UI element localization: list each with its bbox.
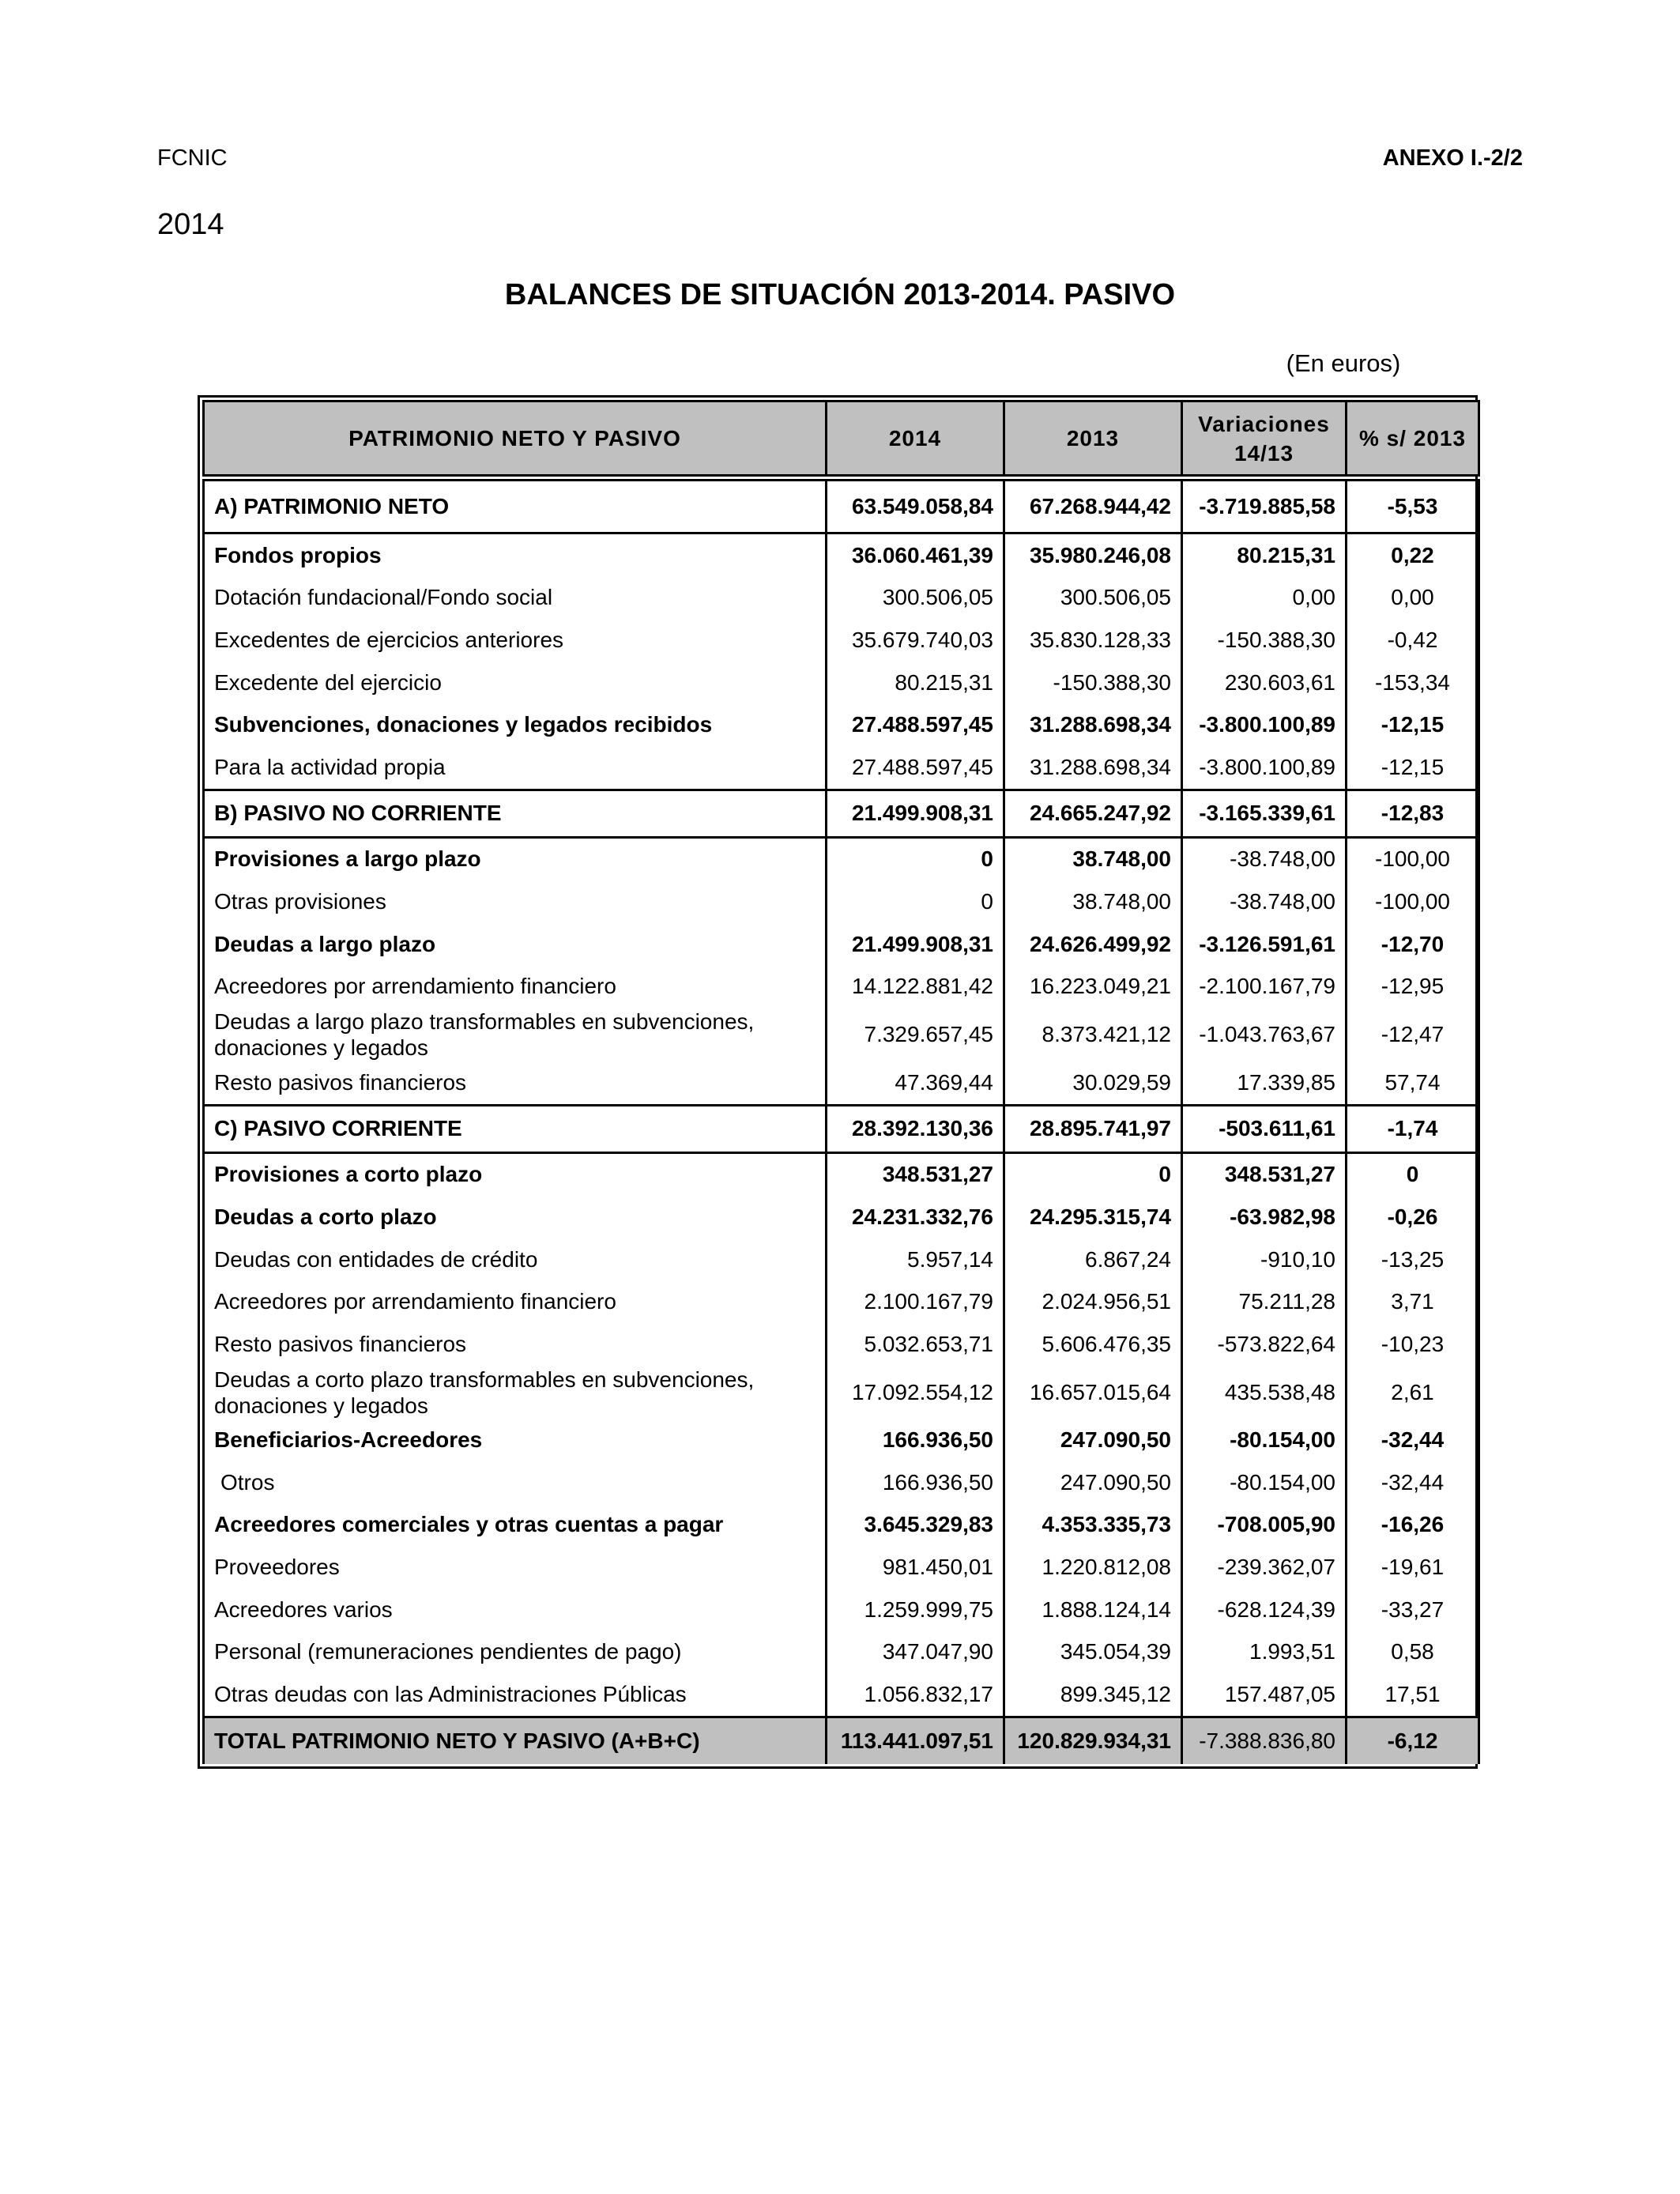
cell-2014: 348.531,27 <box>827 1152 1004 1196</box>
table-row <box>204 1061 1479 1105</box>
cell-percent: -12,83 <box>1347 790 1479 837</box>
cell-variation: -239.362,07 <box>1182 1546 1347 1589</box>
cell-2013: 0 <box>1004 1152 1182 1196</box>
cell-2014: 80.215,31 <box>827 662 1004 704</box>
cell-variation: -3.800.100,89 <box>1182 703 1347 746</box>
unit-label: (En euros) <box>1286 349 1401 377</box>
cell-percent: -13,25 <box>1347 1238 1479 1281</box>
page-title: BALANCES DE SITUACIÓN 2013-2014. PASIVO <box>504 278 1176 311</box>
cell-variation: 230.603,61 <box>1182 662 1347 704</box>
row-label-line2: donaciones y legados <box>214 1393 428 1418</box>
row-label: Beneficiarios-Acreedores <box>204 1419 827 1462</box>
table-row <box>204 1630 1479 1673</box>
cell-2013: 5.606.476,35 <box>1004 1323 1182 1366</box>
cell-variation: -628.124,39 <box>1182 1589 1347 1631</box>
row-label: Deudas a largo plazo <box>204 923 827 966</box>
cell-percent: 0,00 <box>1347 577 1479 620</box>
col-header-variation-text: Variaciones 14/13 <box>1198 411 1330 466</box>
row-label: C) PASIVO CORRIENTE <box>204 1105 827 1152</box>
cell-variation: -910,10 <box>1182 1238 1347 1281</box>
cell-2014: 35.679.740,03 <box>827 619 1004 662</box>
table-row <box>204 837 1479 880</box>
cell-2014: 2.100.167,79 <box>827 1280 1004 1323</box>
cell-percent: -5,53 <box>1347 481 1479 533</box>
cell-variation: -3.800.100,89 <box>1182 746 1347 790</box>
cell-percent: -0,42 <box>1347 619 1479 662</box>
cell-variation: -503.611,61 <box>1182 1105 1347 1152</box>
cell-percent: 0,58 <box>1347 1630 1479 1673</box>
table-row <box>204 746 1479 790</box>
cell-percent: -33,27 <box>1347 1589 1479 1631</box>
cell-percent: -12,15 <box>1347 703 1479 746</box>
cell-2013: 35.980.246,08 <box>1004 533 1182 577</box>
row-label: B) PASIVO NO CORRIENTE <box>204 790 827 837</box>
row-label: A) PATRIMONIO NETO <box>204 481 827 533</box>
org-name: FCNIC <box>157 145 228 171</box>
col-header-2013: 2013 <box>1004 401 1182 476</box>
cell-2013: 1.220.812,08 <box>1004 1546 1182 1589</box>
cell-2014: 17.092.554,12 <box>827 1366 1004 1419</box>
table-row <box>204 923 1479 966</box>
col-header-concept: PATRIMONIO NETO Y PASIVO <box>204 401 827 476</box>
row-label: Acreedores comerciales y otras cuentas a pagar <box>204 1504 827 1547</box>
row-label: Deudas con entidades de crédito <box>204 1238 827 1281</box>
cell-percent: -32,44 <box>1347 1419 1479 1462</box>
cell-percent: 2,61 <box>1347 1366 1479 1419</box>
cell-2014: 0 <box>827 837 1004 880</box>
table-total-row <box>204 1717 1479 1764</box>
cell-2014: 1.259.999,75 <box>827 1589 1004 1631</box>
cell-2014: 47.369,44 <box>827 1061 1004 1105</box>
balance-table-frame <box>198 395 1478 1769</box>
cell-2014: 166.936,50 <box>827 1461 1004 1504</box>
cell-2013: 247.090,50 <box>1004 1419 1182 1462</box>
table-header-row <box>204 401 1479 476</box>
cell-2014: 27.488.597,45 <box>827 703 1004 746</box>
row-label: Provisiones a corto plazo <box>204 1152 827 1196</box>
cell-2014: 21.499.908,31 <box>827 923 1004 966</box>
cell-2013: 67.268.944,42 <box>1004 481 1182 533</box>
cell-variation: 17.339,85 <box>1182 1061 1347 1105</box>
cell-2014: 21.499.908,31 <box>827 790 1004 837</box>
total-label: TOTAL PATRIMONIO NETO Y PASIVO (A+B+C) <box>204 1717 827 1764</box>
cell-variation: -80.154,00 <box>1182 1419 1347 1462</box>
cell-variation: -80.154,00 <box>1182 1461 1347 1504</box>
cell-percent: -153,34 <box>1347 662 1479 704</box>
table-row <box>204 533 1479 577</box>
cell-2014: 63.549.058,84 <box>827 481 1004 533</box>
cell-2013: 16.223.049,21 <box>1004 965 1182 1008</box>
row-label: Otros <box>204 1461 827 1504</box>
row-label: Resto pasivos financieros <box>204 1323 827 1366</box>
cell-percent: -10,23 <box>1347 1323 1479 1366</box>
table-row <box>204 1238 1479 1281</box>
cell-variation: -2.100.167,79 <box>1182 965 1347 1008</box>
table-row <box>204 1008 1479 1061</box>
table-row <box>204 1323 1479 1366</box>
cell-2013: 38.748,00 <box>1004 880 1182 923</box>
cell-2014: 3.645.329,83 <box>827 1504 1004 1547</box>
table-row <box>204 880 1479 923</box>
table-row <box>204 965 1479 1008</box>
balance-table <box>202 400 1480 1764</box>
col-header-variation <box>1182 401 1347 476</box>
cell-variation: 0,00 <box>1182 577 1347 620</box>
cell-2014: 24.231.332,76 <box>827 1196 1004 1238</box>
cell-2013: 24.665.247,92 <box>1004 790 1182 837</box>
table-row <box>204 1366 1479 1419</box>
cell-2014: 7.329.657,45 <box>827 1008 1004 1061</box>
report-year: 2014 <box>157 208 224 241</box>
cell-variation: 435.538,48 <box>1182 1366 1347 1419</box>
cell-percent: -100,00 <box>1347 837 1479 880</box>
row-label: Excedente del ejercicio <box>204 662 827 704</box>
cell-2014: 36.060.461,39 <box>827 533 1004 577</box>
cell-2013: 24.626.499,92 <box>1004 923 1182 966</box>
cell-variation: -38.748,00 <box>1182 837 1347 880</box>
table-row <box>204 1504 1479 1547</box>
cell-percent: 17,51 <box>1347 1673 1479 1717</box>
cell-2013: 38.748,00 <box>1004 837 1182 880</box>
table-row <box>204 1196 1479 1238</box>
cell-2013: 8.373.421,12 <box>1004 1008 1182 1061</box>
cell-2014: 1.056.832,17 <box>827 1673 1004 1717</box>
cell-2013: 24.295.315,74 <box>1004 1196 1182 1238</box>
row-label: Provisiones a largo plazo <box>204 837 827 880</box>
cell-variation: -63.982,98 <box>1182 1196 1347 1238</box>
row-label: Otras deudas con las Administraciones Públicas <box>204 1673 827 1717</box>
table-row <box>204 619 1479 662</box>
row-label: Deudas a corto plazo <box>204 1196 827 1238</box>
cell-percent: -12,47 <box>1347 1008 1479 1061</box>
cell-percent: -16,26 <box>1347 1504 1479 1547</box>
cell-2013: 30.029,59 <box>1004 1061 1182 1105</box>
cell-percent: 57,74 <box>1347 1061 1479 1105</box>
cell-2013: 16.657.015,64 <box>1004 1366 1182 1419</box>
cell-2014: 5.032.653,71 <box>827 1323 1004 1366</box>
row-label: Acreedores varios <box>204 1589 827 1631</box>
cell-percent: -32,44 <box>1347 1461 1479 1504</box>
cell-percent: -12,15 <box>1347 746 1479 790</box>
table-row <box>204 703 1479 746</box>
cell-2013: 120.829.934,31 <box>1004 1717 1182 1764</box>
cell-2013: 247.090,50 <box>1004 1461 1182 1504</box>
row-label: Proveedores <box>204 1546 827 1589</box>
table-row <box>204 1461 1479 1504</box>
cell-percent: -19,61 <box>1347 1546 1479 1589</box>
cell-2014: 14.122.881,42 <box>827 965 1004 1008</box>
cell-percent: -12,70 <box>1347 923 1479 966</box>
cell-2013: 28.895.741,97 <box>1004 1105 1182 1152</box>
table-row <box>204 1152 1479 1196</box>
col-header-2014: 2014 <box>827 401 1004 476</box>
cell-variation: -7.388.836,80 <box>1182 1717 1347 1764</box>
cell-2013: 899.345,12 <box>1004 1673 1182 1717</box>
cell-variation: -573.822,64 <box>1182 1323 1347 1366</box>
row-label: Resto pasivos financieros <box>204 1061 827 1105</box>
row-label: Dotación fundacional/Fondo social <box>204 577 827 620</box>
cell-variation: 80.215,31 <box>1182 533 1347 577</box>
cell-2014: 347.047,90 <box>827 1630 1004 1673</box>
cell-2014: 113.441.097,51 <box>827 1717 1004 1764</box>
row-label: Fondos propios <box>204 533 827 577</box>
table-row <box>204 662 1479 704</box>
cell-2013: 31.288.698,34 <box>1004 703 1182 746</box>
cell-percent: 3,71 <box>1347 1280 1479 1323</box>
cell-variation: -3.126.591,61 <box>1182 923 1347 966</box>
cell-variation: -38.748,00 <box>1182 880 1347 923</box>
cell-2013: 300.506,05 <box>1004 577 1182 620</box>
cell-percent: -6,12 <box>1347 1717 1479 1764</box>
row-label: Para la actividad propia <box>204 746 827 790</box>
table-row <box>204 481 1479 533</box>
cell-2013: 31.288.698,34 <box>1004 746 1182 790</box>
table-row <box>204 790 1479 837</box>
cell-2013: 2.024.956,51 <box>1004 1280 1182 1323</box>
table-row <box>204 1546 1479 1589</box>
cell-2013: 4.353.335,73 <box>1004 1504 1182 1547</box>
cell-2014: 0 <box>827 880 1004 923</box>
cell-2013: 35.830.128,33 <box>1004 619 1182 662</box>
row-label: Otras provisiones <box>204 880 827 923</box>
row-label-line1: Deudas a corto plazo transformables en subvenciones, <box>214 1367 755 1392</box>
table-row <box>204 1589 1479 1631</box>
cell-2013: 6.867,24 <box>1004 1238 1182 1281</box>
cell-percent: 0 <box>1347 1152 1479 1196</box>
cell-2014: 5.957,14 <box>827 1238 1004 1281</box>
cell-2014: 27.488.597,45 <box>827 746 1004 790</box>
cell-percent: -100,00 <box>1347 880 1479 923</box>
row-label: Subvenciones, donaciones y legados recibidos <box>204 703 827 746</box>
col-header-percent: % s/ 2013 <box>1347 401 1479 476</box>
cell-variation: 75.211,28 <box>1182 1280 1347 1323</box>
cell-percent: -12,95 <box>1347 965 1479 1008</box>
table-row <box>204 1105 1479 1152</box>
cell-percent: 0,22 <box>1347 533 1479 577</box>
cell-percent: -0,26 <box>1347 1196 1479 1238</box>
row-label: Excedentes de ejercicios anteriores <box>204 619 827 662</box>
row-label-line1: Deudas a largo plazo transformables en subvenciones, <box>214 1008 755 1034</box>
row-label <box>204 1366 827 1419</box>
annex-label: ANEXO I.-2/2 <box>1382 145 1523 171</box>
cell-2014: 166.936,50 <box>827 1419 1004 1462</box>
cell-variation: -3.719.885,58 <box>1182 481 1347 533</box>
table-row <box>204 1280 1479 1323</box>
row-label: Acreedores por arrendamiento financiero <box>204 965 827 1008</box>
table-row <box>204 1673 1479 1717</box>
row-label <box>204 1008 827 1061</box>
row-label: Personal (remuneraciones pendientes de pago) <box>204 1630 827 1673</box>
table-row <box>204 577 1479 620</box>
cell-variation: -3.165.339,61 <box>1182 790 1347 837</box>
cell-2013: 1.888.124,14 <box>1004 1589 1182 1631</box>
cell-2013: -150.388,30 <box>1004 662 1182 704</box>
cell-2013: 345.054,39 <box>1004 1630 1182 1673</box>
table-row <box>204 1419 1479 1462</box>
cell-variation: 1.993,51 <box>1182 1630 1347 1673</box>
row-label-line2: donaciones y legados <box>214 1035 428 1060</box>
cell-2014: 28.392.130,36 <box>827 1105 1004 1152</box>
cell-variation: -150.388,30 <box>1182 619 1347 662</box>
cell-variation: 157.487,05 <box>1182 1673 1347 1717</box>
cell-variation: -1.043.763,67 <box>1182 1008 1347 1061</box>
row-label: Acreedores por arrendamiento financiero <box>204 1280 827 1323</box>
cell-variation: -708.005,90 <box>1182 1504 1347 1547</box>
cell-2014: 981.450,01 <box>827 1546 1004 1589</box>
cell-variation: 348.531,27 <box>1182 1152 1347 1196</box>
cell-percent: -1,74 <box>1347 1105 1479 1152</box>
cell-2014: 300.506,05 <box>827 577 1004 620</box>
